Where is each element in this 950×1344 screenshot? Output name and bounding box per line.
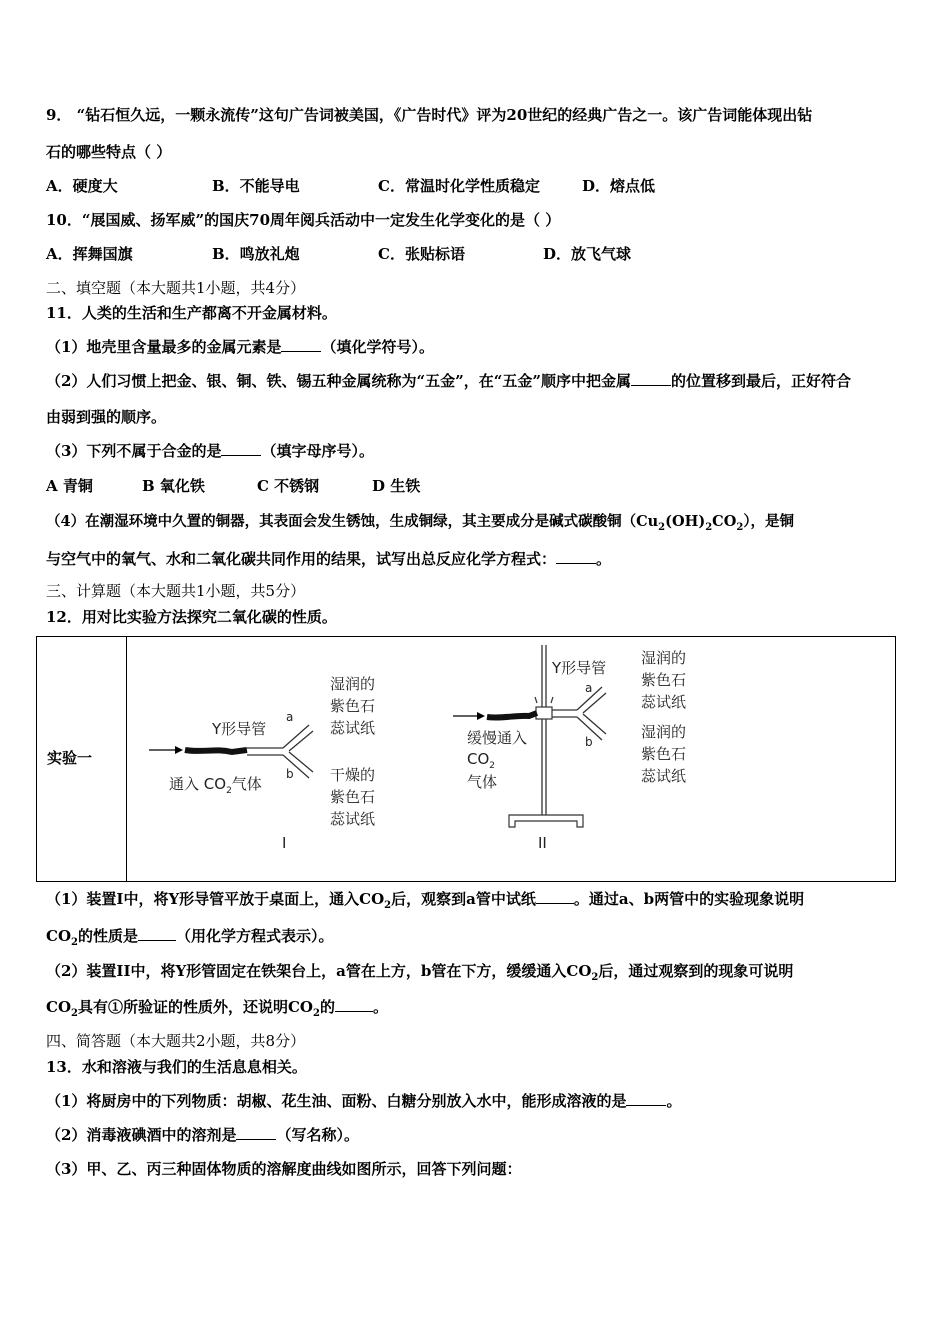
q12-part2-line2-text-b: 具有①所验证的性质外，还说明CO	[77, 998, 313, 1016]
fig1-gas-text-b: 气体	[231, 775, 262, 793]
q9-option-a: A．硬度大	[46, 177, 118, 195]
q9-option-d: D．熔点低	[582, 177, 656, 195]
fig2-gas-text: CO	[467, 750, 490, 768]
q11-option-b: B 氧化铁	[142, 477, 205, 495]
q11-option-d: D 生铁	[372, 477, 421, 495]
q12-part2-line2-text-c: 的	[319, 998, 335, 1016]
fig2-gas-line2	[467, 750, 495, 771]
q13-part1-text-a: （1）将厨房中的下列物质：胡椒、花生油、面粉、白糖分别放入水中，能形成溶液的是	[46, 1092, 627, 1110]
fig2-top-line3: 蕊试纸	[641, 693, 687, 711]
q10-option-b: B．鸣放礼炮	[212, 245, 300, 263]
q12-part1-line2-text-b: 的性质是	[77, 927, 138, 945]
answer-blank[interactable]	[335, 997, 373, 1012]
answer-blank[interactable]	[281, 337, 321, 352]
q12-part1-text-b: 后，观察到a管中试纸	[391, 890, 536, 908]
subscript: 2	[489, 761, 496, 771]
subscript: 2	[591, 972, 599, 983]
subscript: 2	[71, 1008, 78, 1019]
q13-part2-text-b: （写名称）。	[276, 1126, 359, 1144]
experiment-figures	[37, 637, 895, 881]
y-tube-arm-a-inner	[289, 731, 313, 751]
q13-stem: 13．水和溶液与我们的生活息息相关。	[46, 1058, 307, 1076]
figure-2	[453, 645, 686, 852]
q11-part2-text-a: （2）人们习惯上把金、银、铜、铁、锡五种金属统称为“五金”，在“五金”顺序中把金属	[46, 372, 631, 390]
fig1-wet-line1: 湿润的	[330, 675, 376, 693]
q12-part1-line2	[46, 925, 334, 948]
subscript: 2	[705, 521, 713, 533]
q11-part3-text-b: （填字母序号）。	[261, 442, 374, 460]
arrow-head	[477, 712, 485, 720]
figure-1	[149, 675, 375, 852]
q12-part2-text-b: 后，通过观察到的现象可说明	[598, 962, 794, 980]
q12-part1	[46, 888, 804, 911]
fig2-label-b: b	[585, 735, 593, 749]
fig1-wet-line3: 蕊试纸	[330, 719, 376, 737]
clamp-screw	[535, 697, 553, 703]
q11-part3-text-a: （3）下列不属于合金的是	[46, 442, 222, 460]
answer-blank[interactable]	[631, 371, 671, 386]
q12-part2-text-a: （2）装置II中，将Y形管固定在铁架台上，a管在上方，b管在下方，缓缓通入CO	[46, 962, 592, 980]
q9-stem-line1: 9． “钻石恒久远，一颗永流传”这句广告词被美国，《广告时代》评为20世纪的经典广告之一。该广告词能体现出钻	[46, 106, 813, 124]
fig1-gas-label	[169, 775, 262, 796]
q11-part4-line2	[46, 548, 611, 569]
subscript: 2	[226, 786, 232, 796]
q11-stem: 11．人类的生活和生产都离不开金属材料。	[46, 304, 337, 322]
q9-stem-line2: 石的哪些特点（ ）	[46, 143, 172, 161]
subscript: 2	[658, 521, 666, 533]
subscript: 2	[736, 521, 744, 533]
rubber-tube	[487, 713, 537, 718]
answer-blank[interactable]	[626, 1091, 666, 1106]
fig2-top-line2: 紫色石	[641, 671, 687, 689]
subscript: 2	[71, 937, 78, 948]
clamp	[536, 707, 552, 719]
fig2-gas-line3: 气体	[467, 773, 498, 791]
fig1-dry-line2: 紫色石	[330, 788, 376, 806]
q13-part3: （3）甲、乙、丙三种固体物质的溶解度曲线如图所示，回答下列问题：	[46, 1160, 522, 1178]
q13-part2	[46, 1124, 359, 1145]
y-tube-arm-a-inner	[583, 693, 606, 713]
q11-part4-text-c: CO	[712, 513, 737, 530]
q11-part4	[46, 510, 794, 533]
fig2-roman: II	[538, 834, 547, 852]
fig2-label-a: a	[585, 681, 593, 695]
period: 。	[372, 998, 388, 1016]
q11-part4-text-a: （4）在潮湿环境中久置的铜器，其表面会发生锈蚀，生成铜绿，其主要成分是碱式碳酸铜（Cu	[46, 513, 659, 530]
fig1-dry-line1: 干燥的	[330, 766, 376, 784]
q12-part1-text-a: （1）装置I中，将Y形导管平放于桌面上，通入CO	[46, 890, 385, 908]
arrow-head	[175, 746, 183, 754]
fig1-wet-line2: 紫色石	[330, 697, 376, 715]
answer-blank[interactable]	[536, 889, 574, 904]
q9-option-c: C．常温时化学性质稳定	[378, 177, 540, 195]
q11-option-c: C 不锈钢	[257, 477, 320, 495]
answer-blank[interactable]	[221, 441, 261, 456]
q11-part2	[46, 370, 851, 391]
fig1-roman: I	[282, 834, 287, 852]
fig2-bot-line2: 紫色石	[641, 745, 687, 763]
q11-part3	[46, 440, 374, 461]
q11-part4-text-b: (OH)	[665, 513, 706, 530]
section-3-heading: 三、计算题（本大题共1小题，共5分）	[46, 582, 306, 600]
q12-stem: 12．用对比实验方法探究二氧化碳的性质。	[46, 608, 337, 626]
q11-part1-text-b: （填化学符号）。	[321, 338, 434, 356]
rubber-tube	[185, 750, 247, 752]
fig1-gas-text: 通入 CO	[169, 775, 227, 793]
answer-blank[interactable]	[138, 926, 176, 941]
q10-option-c: C．张贴标语	[378, 245, 465, 263]
y-tube-arm-b-inner	[583, 714, 606, 734]
q9-option-b: B．不能导电	[212, 177, 300, 195]
fig1-label-b: b	[286, 767, 294, 781]
q11-part1-text-a: （1）地壳里含量最多的金属元素是	[46, 338, 282, 356]
fig1-tube-label: Y形导管	[212, 720, 267, 738]
section-2-heading: 二、填空题（本大题共1小题，共4分）	[46, 279, 306, 297]
q10-option-d: D．放飞气球	[543, 245, 632, 263]
section-4-heading: 四、简答题（本大题共2小题，共8分）	[46, 1032, 306, 1050]
experiment-table	[36, 636, 896, 882]
q10-stem: 10．“展国威、扬军威”的国庆70周年阅兵活动中一定发生化学变化的是（ ）	[46, 211, 561, 229]
q13-part1	[46, 1090, 681, 1111]
period: 。	[666, 1092, 682, 1110]
period: 。	[596, 550, 612, 568]
answer-blank[interactable]	[236, 1125, 276, 1140]
q11-part2-text-b: 的位置移到最后，正好符合	[670, 372, 851, 390]
fig2-tube-label: Y形导管	[552, 659, 607, 677]
q10-option-a: A．挥舞国旗	[46, 245, 133, 263]
q11-part2-line2: 由弱到强的顺序。	[46, 408, 167, 426]
fig1-dry-line3: 蕊试纸	[330, 810, 376, 828]
fig2-gas-line1: 缓慢通入	[467, 729, 528, 747]
q11-option-a: A 青铜	[46, 477, 93, 495]
fig2-bot-line3: 蕊试纸	[641, 767, 687, 785]
experiment-label: 实验一	[47, 749, 93, 767]
stand-base	[509, 815, 583, 827]
q11-part4-line2-text: 与空气中的氧气、水和二氧化碳共同作用的结果，试写出总反应化学方程式：	[46, 550, 557, 568]
q12-part2-line2-text-a: CO	[46, 998, 72, 1016]
q11-part1	[46, 336, 434, 357]
q12-part1-text-c: 。通过a、b两管中的实验现象说明	[573, 890, 805, 908]
q12-part2-line2	[46, 996, 388, 1019]
fig2-bot-line1: 湿润的	[641, 723, 687, 741]
fig2-top-line1: 湿润的	[641, 649, 687, 667]
subscript: 2	[384, 900, 392, 911]
q12-part1-line2-text-a: CO	[46, 927, 72, 945]
answer-blank[interactable]	[556, 549, 596, 564]
q11-part4-text-d: ），是铜	[743, 513, 795, 530]
q12-part1-line2-text-c: （用化学方程式表示）。	[176, 927, 334, 945]
subscript: 2	[313, 1008, 320, 1019]
fig1-label-a: a	[286, 710, 294, 724]
q13-part2-text-a: （2）消毒液碘酒中的溶剂是	[46, 1126, 237, 1144]
q12-part2	[46, 960, 793, 983]
